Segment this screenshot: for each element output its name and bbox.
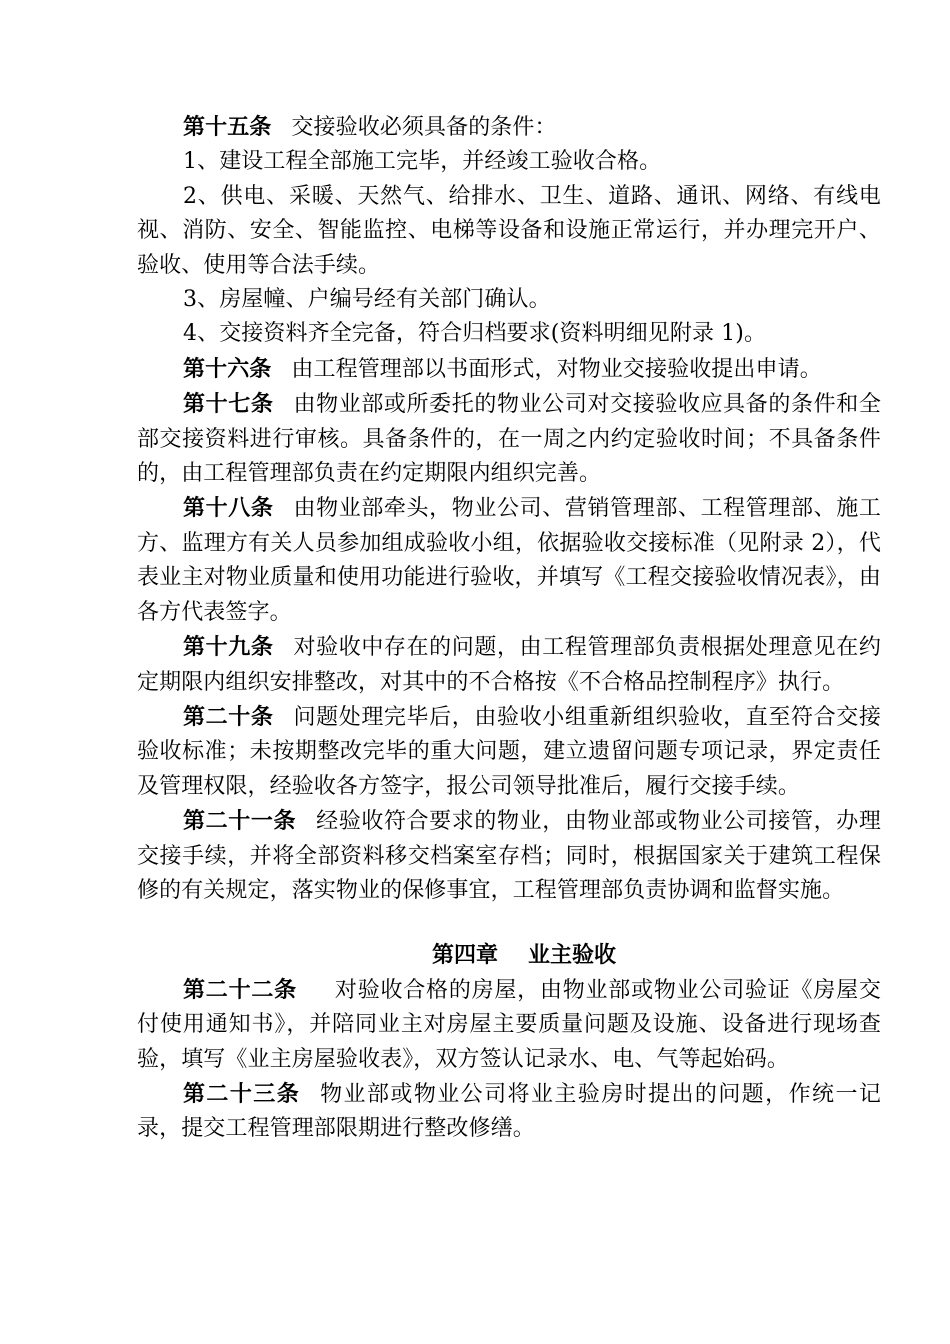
article-label: 第二十条: [183, 703, 274, 730]
chapter-number: 第四章: [431, 942, 498, 969]
article-label: 第十七条: [183, 391, 274, 418]
article-text: 交接验收必须具备的条件：: [291, 115, 557, 140]
article-17: [137, 387, 881, 491]
item-text: 2、供电、采暖、天然气、给排水、卫生、道路、通讯、网络、有线电视、消防、安全、智能监控、电梯等设备和设施正常运行，并办理完开户、验收、使用等合法手续。: [137, 183, 881, 278]
article-label: 第十六条: [183, 355, 272, 382]
article-text: 由物业部或所委托的物业公司对交接验收应具备的条件和全部交接资料进行审核。具备条件的，在一周之内约定验收时间；不具备条件的，由工程管理部负责在约定期限内组织完善。: [137, 392, 881, 487]
article-15: [137, 110, 881, 145]
article-text: 物业部或物业公司将业主验房时提出的问题，作统一记录，提交工程管理部限期进行整改修缮。: [137, 1081, 881, 1142]
article-label: 第二十三条: [183, 1080, 301, 1107]
condition-item-4: [137, 317, 881, 351]
item-text: 3、房屋幢、户编号经有关部门确认。: [183, 287, 551, 313]
chapter-heading: [137, 938, 881, 972]
article-21: [137, 804, 881, 908]
article-text: 经验收符合要求的物业，由物业部或物业公司接管，办理交接手续，并将全部资料移交档案室存档；同时，根据国家关于建筑工程保修的有关规定，落实物业的保修事宜，工程管理部负责协调和监督实施。: [137, 809, 881, 903]
article-19: [137, 630, 881, 700]
article-text: 问题处理完毕后，由验收小组重新组织验收，直至符合交接验收标准；未按期整改完毕的重大问题，建立遗留问题专项记录，界定责任及管理权限，经验收各方签字，报公司领导批准后，履行交接手续。: [137, 704, 881, 799]
article-text: 由物业部牵头，物业公司、营销管理部、工程管理部、施工方、监理方有关人员参加组成验收小组，依据验收交接标准（见附录 2），代表业主对物业质量和使用功能进行验收，并填写《工程交接验收情况表》，由各方代表签字。: [137, 496, 881, 625]
article-label: 第十九条: [183, 634, 274, 661]
article-text: 对验收合格的房屋，由物业部或物业公司验证《房屋交付使用通知书》，并陪同业主对房屋主要质量问题及设施、设备进行现场查验，填写《业主房屋验收表》，双方签认记录水、电、气等起始码。: [137, 977, 881, 1072]
article-label: 第二十二条: [183, 976, 297, 1003]
document-page: [137, 110, 881, 1147]
chapter-title: 业主验收: [528, 942, 617, 969]
article-text: 由工程管理部以书面形式，对物业交接验收提出申请。: [291, 356, 822, 382]
item-text: 1、建设工程全部施工完毕，并经竣工验收合格。: [183, 149, 662, 175]
condition-item-2: [137, 180, 881, 283]
article-label: 第十八条: [183, 495, 274, 522]
item-text: 4、交接资料齐全完备，符合归档要求(资料明细见附录 1)。: [183, 321, 767, 347]
condition-item-1: [137, 145, 881, 179]
article-text: 对验收中存在的问题，由工程管理部负责根据处理意见在约定期限内组织安排整改，对其中的不合格按《不合格品控制程序》执行。: [137, 635, 881, 695]
condition-item-3: [137, 283, 881, 317]
article-18: [137, 491, 881, 630]
article-16: [137, 352, 881, 387]
article-label: 第十五条: [183, 114, 272, 140]
article-label: 第二十一条: [183, 808, 297, 835]
article-22: [137, 973, 881, 1077]
article-20: [137, 700, 881, 804]
article-23: [137, 1077, 881, 1147]
